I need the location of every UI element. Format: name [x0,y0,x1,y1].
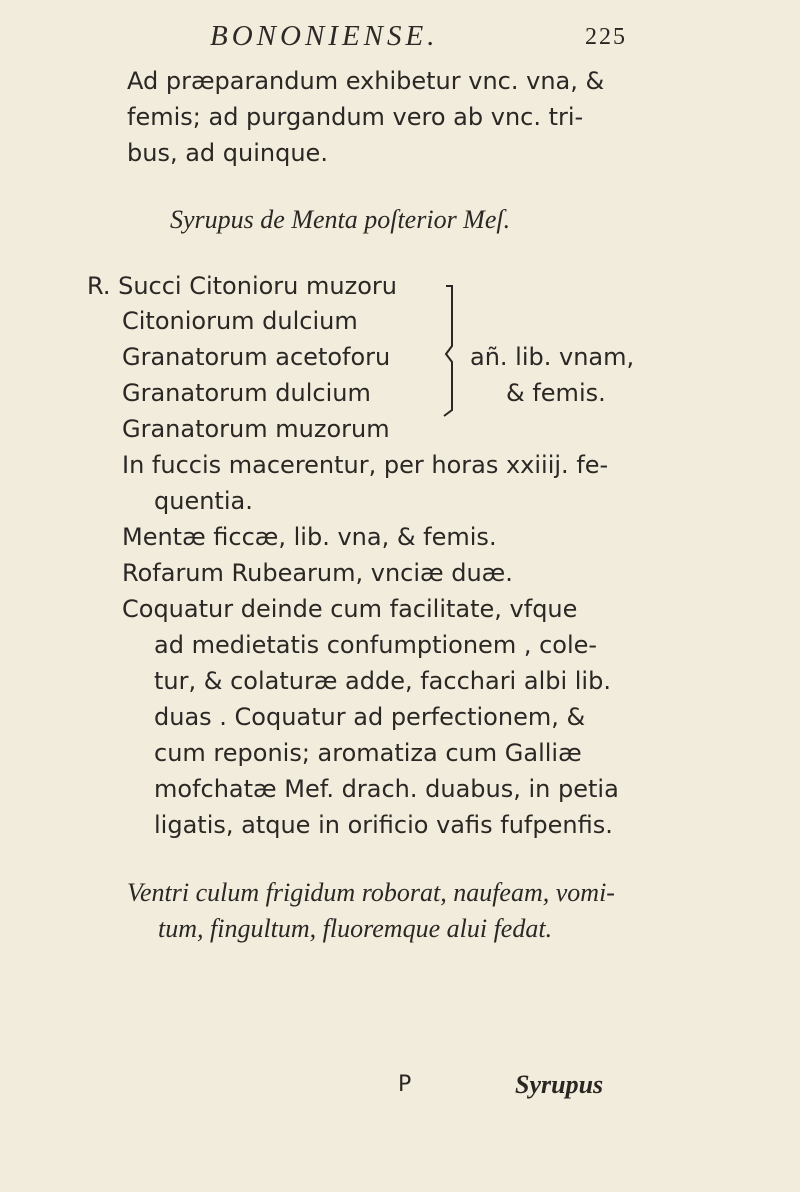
body-line: cum reponis; aromatiza cum Galliæ [154,739,582,767]
recipe-title: Syrupus de Menta poſterior Meſ. [170,205,511,234]
body-line: quentia. [154,487,253,515]
body-line: mofchatæ Mef. drach. duabus, in petia [154,775,619,803]
ingredient-line: Citoniorum dulcium [122,307,358,335]
signature-mark: P [398,1072,412,1097]
grouping-brace [440,282,470,422]
body-line: tur, & colaturæ adde, facchari albi lib. [154,667,611,695]
intro-line: bus, ad quinque. [127,139,328,167]
ingredient-line: Granatorum acetoforu [122,343,391,371]
running-header: BONONIENSE. [210,20,439,52]
body-line: Rofarum Rubearum, vnciæ duæ. [122,559,513,587]
body-line: ligatis, atque in orificio vafis fufpenfis. [154,811,613,839]
closing-line: Ventri culum frigidum roborat, naufeam, vomi- [127,878,615,907]
intro-line: femis; ad purgandum vero ab vnc. tri- [127,103,584,131]
closing-line: tum, fingultum, fluoremque alui fedat. [158,914,553,943]
body-line: ad medietatis confumptionem , cole- [154,631,598,659]
body-line: Mentæ ficcæ, lib. vna, & femis. [122,523,497,551]
body-line: duas . Coquatur ad perfectionem, & [154,703,586,731]
quantity-text: & femis. [506,379,606,407]
page-number: 225 [585,24,627,50]
catchword: Syrupus [515,1070,604,1099]
quantity-text: añ. lib. vnam, [470,343,635,371]
intro-line: Ad præparandum exhibetur vnc. vna, & [127,67,605,95]
body-line: In fuccis macerentur, per horas xxiiij. fe- [122,451,609,479]
ingredient-line: R. Succi Citonioru muzoru [87,272,397,300]
body-line: Coquatur deinde cum facilitate, vfque [122,595,578,623]
ingredient-line: Granatorum muzorum [122,415,390,443]
ingredient-line: Granatorum dulcium [122,379,371,407]
